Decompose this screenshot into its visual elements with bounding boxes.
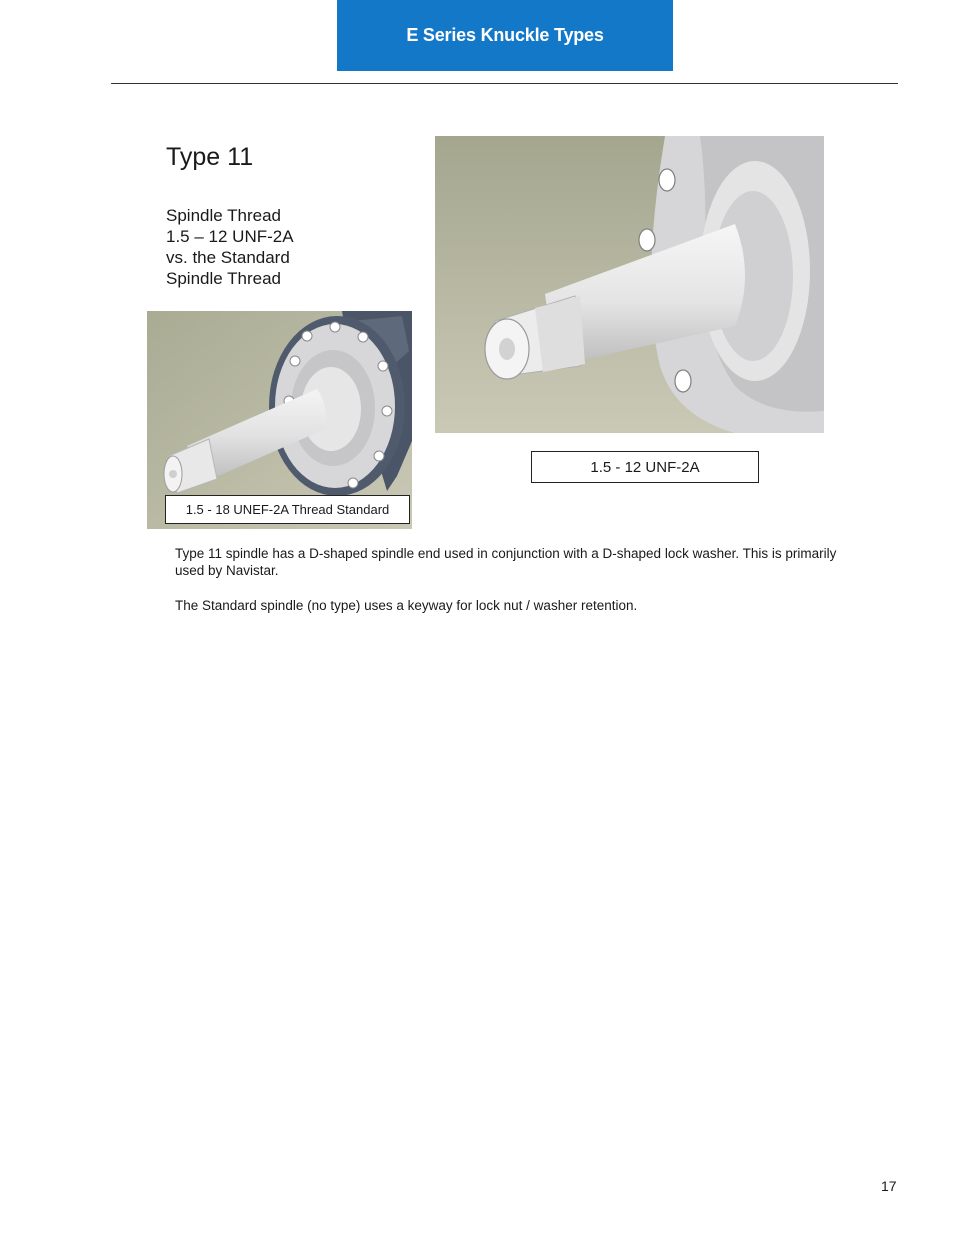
paragraph-standard: The Standard spindle (no type) uses a keyway for lock nut / washer retention. [175,598,638,613]
body-text [175,545,855,632]
paragraph-type-11: Type 11 spindle has a D-shaped spindle end used in conjunction with a D-shaped lock washer. This is primarily used by Navistar. [175,546,837,578]
type-11-thread-caption-text: 1.5 - 12 UNF-2A [590,458,700,476]
spec-line: vs. the Standard [166,248,290,267]
section-header-title: E Series Knuckle Types [406,25,604,45]
type-11-spindle-image [435,136,824,433]
spindle-thread-spec [166,205,294,289]
spec-line: Spindle Thread [166,269,281,288]
page-number: 17 [881,1178,897,1194]
type-11-thread-caption [531,451,759,483]
section-header-tab [337,0,673,71]
spec-line: Spindle Thread [166,206,281,225]
header-divider [111,83,898,84]
standard-thread-caption [165,495,410,524]
spec-line: 1.5 – 12 UNF-2A [166,227,294,246]
type-title: Type 11 [166,143,254,171]
standard-thread-caption-text: 1.5 - 18 UNEF-2A Thread Standard [185,502,390,517]
